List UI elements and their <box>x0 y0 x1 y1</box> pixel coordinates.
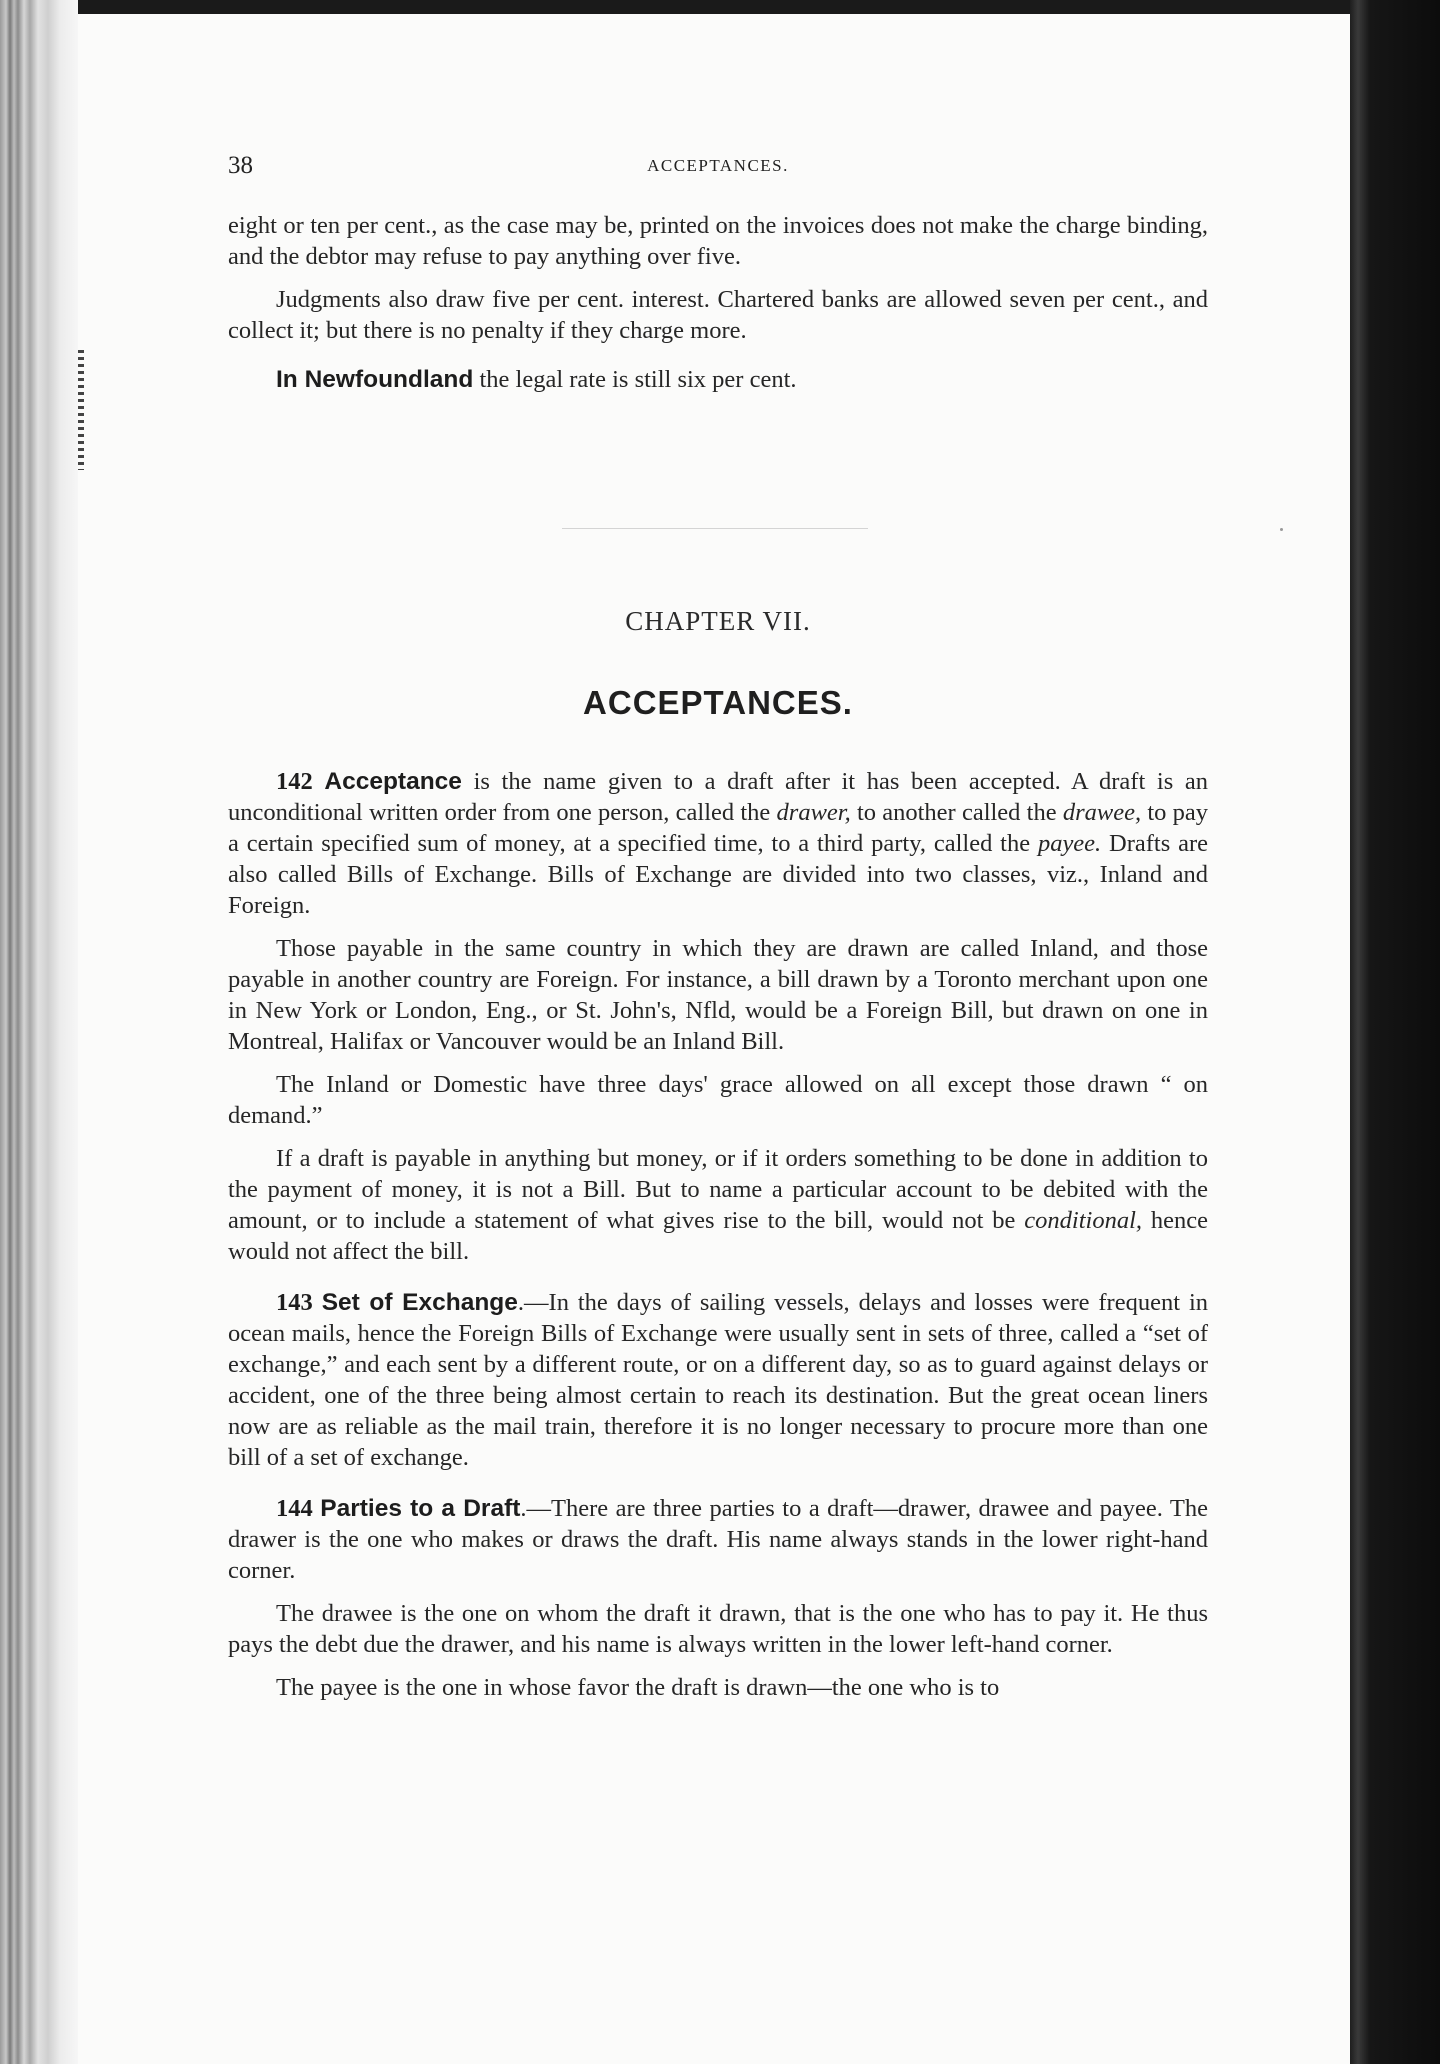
paragraph-newfoundland <box>228 364 1208 395</box>
paragraph-144 <box>228 1493 1208 1586</box>
chapter-title: ACCEPTANCES. <box>583 684 853 721</box>
section-heading: Acceptance <box>324 768 462 795</box>
paragraph-144-payee: The payee is the one in whose favor the draft is drawn—the one who is to <box>276 1674 1000 1701</box>
margin-mark <box>78 350 84 470</box>
term-conditional: conditional, <box>1024 1207 1143 1234</box>
continued-text <box>228 210 1208 407</box>
text-run: If a draft is payable in anything but money, or if it orders something to be done in addition to the payment of money, it is not a Bill. But to name a particular account to be debited with the amount, or to include a statement of what gives rise to the bill, would not be <box>228 1145 1208 1234</box>
section-number: 144 <box>276 1495 313 1522</box>
text-run: is the name given to a draft after it has been accepted. A draft is an unconditional written order from one person, called the <box>228 768 1208 826</box>
section-heading: Set of Exchange <box>321 1289 518 1316</box>
text-run: to pay a certain specified sum of money, at a specified time, to a third party, called the <box>228 799 1208 857</box>
paragraph-144-drawee: The drawee is the one on whom the draft it drawn, that is the one who has to pay it. He thus pays the debt due the drawer, and his name is always written in the lower left-hand corner. <box>228 1600 1208 1658</box>
section-heading: Parties to a Draft <box>320 1495 521 1522</box>
paragraph-142-grace: The Inland or Domestic have three days' grace allowed on all except those drawn “ on demand.” <box>228 1071 1208 1129</box>
page-number: 38 <box>228 152 253 179</box>
section-number: 143 <box>276 1289 313 1316</box>
text-run: .—In the days of sailing vessels, delays and losses were frequent in ocean mails, hence the Foreign Bills of Exchange were usually sent in sets of three, called a “set of exchange,” and each sent by a different route, or on a different day, so as to guard against delays or accident, one of the three being almost certain to reach its destination. But the great ocean liners now are as reliable as the mail train, therefore it is no longer necessary to procure more than one bill of a set of exchange. <box>228 1289 1209 1471</box>
text-run: to another called the <box>850 799 1063 826</box>
book-binding-edge <box>0 0 78 2064</box>
paragraph-judgments: Judgments also draw five per cent. interest. Chartered banks are allowed seven per cent., and collect it; but there is no penalty if they charge more. <box>228 286 1208 344</box>
running-title: ACCEPTANCES. <box>647 156 789 175</box>
running-head <box>228 152 1208 182</box>
paragraph-142-inland-foreign: Those payable in the same country in which they are drawn are called Inland, and those payable in another country are Foreign. For instance, a bill drawn by a Toronto merchant upon one in New York or London, Eng., or St. John's, Nfld, would be a Foreign Bill, but drawn on one in Montreal, Halifax or Vancouver would be an Inland Bill. <box>228 935 1208 1055</box>
chapter-body <box>228 766 1208 1715</box>
term-drawee: drawee, <box>1062 799 1142 826</box>
page-speck <box>1280 528 1283 531</box>
right-scan-edge <box>1350 0 1440 2064</box>
section-divider <box>562 528 868 529</box>
paragraph-143 <box>228 1287 1208 1473</box>
term-payee: payee. <box>1037 830 1102 857</box>
newfoundland-label: In Newfoundland <box>276 366 474 393</box>
text-run: Drafts are also called Bills of Exchange. Bills of Exchange are divided into two classes, viz., Inland and Foreign. <box>228 830 1208 919</box>
newfoundland-text: the legal rate is still six per cent. <box>473 366 797 393</box>
text-run: hence would not affect the bill. <box>228 1207 1208 1265</box>
paragraph-continued: eight or ten per cent., as the case may be, printed on the invoices does not make the charge binding, and the debtor may refuse to pay anything over five. <box>228 212 1208 270</box>
text-run: .—There are three parties to a draft—drawer, drawee and payee. The drawer is the one who makes or draws the draft. His name always stands in the lower right-hand corner. <box>228 1495 1209 1584</box>
term-drawer: drawer, <box>776 799 851 826</box>
chapter-label: CHAPTER VII. <box>625 606 811 636</box>
paragraph-142-conditional <box>228 1143 1208 1267</box>
section-number: 142 <box>276 768 313 795</box>
paragraph-142-definition <box>228 766 1208 921</box>
top-scan-edge <box>0 0 1440 14</box>
